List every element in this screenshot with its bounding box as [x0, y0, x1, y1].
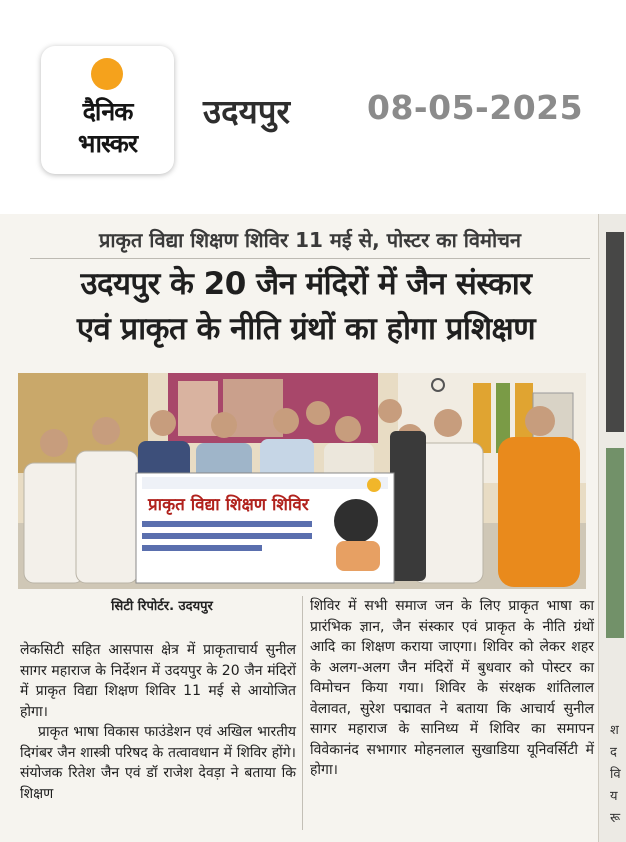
headline-line-1: उदयपुर के 20 जैन मंदिरों में जैन संस्कार	[80, 266, 532, 302]
edition-city: उदयपुर	[203, 92, 290, 131]
kicker-divider	[30, 258, 590, 259]
dainik-bhaskar-logo[interactable]	[41, 46, 174, 174]
logo-line1: दैनिक	[82, 97, 133, 126]
photo-illustration	[18, 373, 586, 589]
headline-line-2: एवं प्राकृत के नीति ग्रंथों का होगा प्रशिक्षण	[76, 311, 536, 347]
news-photo[interactable]	[18, 373, 586, 589]
edition-date: 08-05-2025	[367, 88, 584, 127]
adjacent-photo-green	[606, 448, 624, 638]
article-column-1	[20, 640, 296, 804]
col1-paragraph-2: प्राकृत भाषा विकास फाउंडेशन एवं अखिल भारतीय दिगंबर जैन शास्त्री परिषद के तत्वावधान में शिविर होंगे। संयोजक रितेश जैन एवं डॉ राजेश देवड़ा ने बताया कि शिक्षण	[20, 724, 296, 802]
adjacent-article-fragment: श द वि य रू	[610, 723, 621, 826]
sun-icon	[91, 58, 123, 90]
poster-title: प्राकृत विद्या शिक्षण शिविर	[148, 495, 309, 515]
app-header	[0, 0, 626, 200]
article-byline: सिटी रिपोर्टर. उदयपुर	[111, 599, 213, 614]
col1-paragraph-1: लेकसिटी सहित आसपास क्षेत्र में प्राकृताचार्य सुनील सागर महाराज के निर्देशन में उदयपुर के 20 जैन मंदिरों में प्राकृत विद्या शिक्षण शिविर 11 मई से आयोजित होगा।	[20, 642, 296, 720]
article-kicker: प्राकृत विद्या शिक्षण शिविर 11 मई से, पोस्टर का विमोचन	[99, 228, 521, 252]
col2-paragraph-1: शिविर में सभी समाज जन के लिए प्राकृत भाषा का प्रारंभिक ज्ञान, जैन संस्कार एवं प्राकृत के नीति ग्रंथों आदि का शिक्षण कराया जाएगा। शिविर को लेकर शहर के अलग-अलग जैन मंदिरों में बुधवार को पोस्टर का विमोचन किया गया। शिविर के संरक्षक शांतिलाल वेलावत, सुरेश पद्मावत ने बताया कि आचार्य सुनील सागर महाराज के सानिध्य में शिविर का समापन विवेकानंद सभागार मोहनलाल सुखाडिया यूनिवर्सिटी में होगा।	[310, 598, 594, 778]
logo-line2: भास्कर	[77, 129, 138, 158]
adjacent-photo-dark	[606, 232, 624, 432]
article-headline	[14, 262, 598, 352]
article-column-2	[310, 596, 594, 781]
column-divider	[302, 596, 303, 830]
